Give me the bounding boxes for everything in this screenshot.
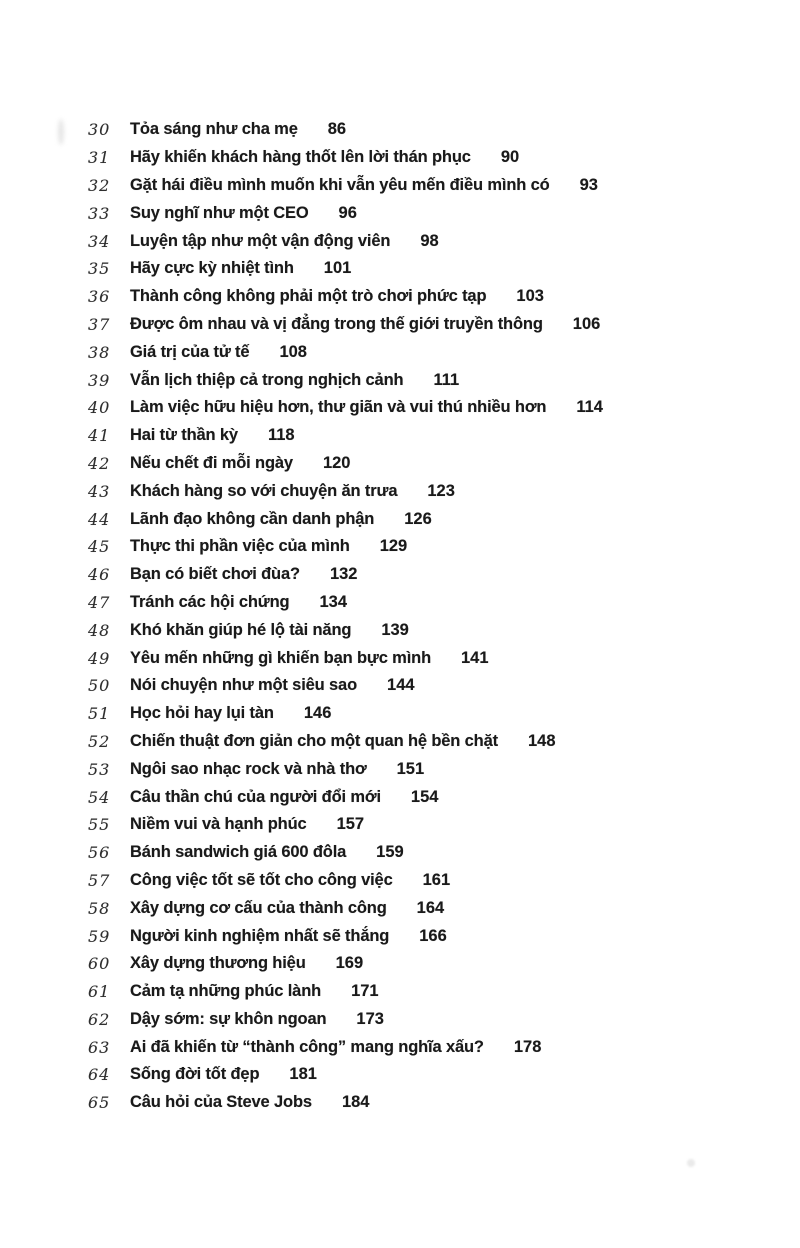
page-number: 111 <box>433 370 460 389</box>
page-number: 154 <box>410 787 439 806</box>
chapter-title: Học hỏi hay lụi tàn <box>130 704 274 723</box>
toc-entry <box>88 672 780 700</box>
toc-entry <box>88 450 780 478</box>
chapter-number: 40 <box>88 398 111 418</box>
page-number: 103 <box>516 287 544 306</box>
page-number: 132 <box>329 565 358 584</box>
page-number: 123 <box>427 481 455 500</box>
toc-entry <box>88 1033 780 1061</box>
chapter-title: Câu thần chú của người đổi mới <box>130 787 381 806</box>
toc-entry <box>88 227 780 255</box>
chapter-number: 58 <box>88 898 111 918</box>
page-number: 146 <box>303 704 332 723</box>
page-number: 164 <box>416 898 445 917</box>
chapter-title: Tỏa sáng như cha mẹ <box>130 120 298 139</box>
chapter-title: Người kinh nghiệm nhất sẽ thắng <box>130 926 390 945</box>
chapter-number: 60 <box>88 954 111 974</box>
chapter-title: Khách hàng so với chuyện ăn trưa <box>130 481 398 500</box>
page-number: 169 <box>335 954 364 973</box>
toc-entry <box>88 922 780 950</box>
page-number: 129 <box>379 537 408 556</box>
toc-entry <box>88 338 780 366</box>
page-number: 171 <box>351 982 379 1001</box>
chapter-title: Hãy khiến khách hàng thốt lên lời thán phục <box>130 148 471 167</box>
chapter-number: 44 <box>88 509 111 529</box>
chapter-number: 50 <box>88 676 111 696</box>
page-number: 144 <box>387 676 415 695</box>
chapter-title: Yêu mến những gì khiến bạn bực mình <box>130 648 431 667</box>
chapter-number: 63 <box>88 1037 111 1057</box>
chapter-title: Ai đã khiến từ “thành công” mang nghĩa xấu? <box>130 1037 484 1056</box>
chapter-title: Giá trị của tử tế <box>130 342 250 361</box>
page-number: 126 <box>404 509 432 528</box>
toc-entry <box>88 1006 780 1034</box>
toc-entry <box>88 783 780 811</box>
chapter-number: 64 <box>88 1065 111 1085</box>
toc-entry <box>88 394 780 422</box>
chapter-number: 48 <box>88 620 111 640</box>
chapter-title: Làm việc hữu hiệu hơn, thư giãn và vui thú nhiều hơn <box>130 398 547 417</box>
toc-entry <box>88 477 780 505</box>
chapter-title: Niềm vui và hạnh phúc <box>130 815 307 834</box>
page-number: 141 <box>461 648 489 667</box>
chapter-number: 34 <box>88 231 111 251</box>
page-number: 90 <box>500 148 520 167</box>
chapter-title: Hãy cực kỳ nhiệt tình <box>130 259 294 278</box>
chapter-number: 30 <box>88 120 111 140</box>
chapter-title: Hai từ thần kỳ <box>130 426 238 445</box>
page-number: 159 <box>376 843 404 862</box>
chapter-number: 32 <box>88 175 111 195</box>
toc-entry <box>88 311 780 339</box>
toc-entry <box>88 589 780 617</box>
chapter-title: Xây dựng thương hiệu <box>130 954 306 973</box>
page-number: 118 <box>267 426 295 445</box>
page-number: 86 <box>327 120 347 139</box>
toc-entry <box>88 283 780 311</box>
chapter-number: 55 <box>88 815 111 835</box>
toc-entry <box>88 1089 780 1117</box>
chapter-title: Nói chuyện như một siêu sao <box>130 676 358 695</box>
toc-entry <box>88 755 780 783</box>
toc-entry <box>88 199 780 227</box>
toc-entry <box>88 700 780 728</box>
chapter-title: Được ôm nhau và vị đẳng trong thế giới truyền thông <box>130 314 543 333</box>
chapter-title: Gặt hái điều mình muốn khi vẫn yêu mến điều mình có <box>130 175 550 194</box>
page-number: 108 <box>279 342 307 361</box>
toc-entry <box>88 366 780 394</box>
toc-entry <box>88 728 780 756</box>
toc-list <box>88 116 780 1117</box>
chapter-number: 33 <box>88 203 111 223</box>
chapter-title: Thành công không phải một trò chơi phức tạp <box>130 287 487 306</box>
page-number: 157 <box>336 815 365 834</box>
chapter-title: Công việc tốt sẽ tốt cho công việc <box>130 870 393 889</box>
chapter-title: Chiến thuật đơn giản cho một quan hệ bền chặt <box>130 731 498 750</box>
toc-entry <box>88 811 780 839</box>
chapter-number: 57 <box>88 870 111 890</box>
chapter-number: 35 <box>88 259 111 279</box>
chapter-number: 56 <box>88 843 111 863</box>
page-number: 106 <box>572 314 601 333</box>
chapter-title: Tránh các hội chứng <box>130 592 290 611</box>
chapter-number: 36 <box>88 287 111 307</box>
chapter-title: Sống đời tốt đẹp <box>130 1065 260 1084</box>
toc-entry <box>88 839 780 867</box>
chapter-number: 47 <box>88 592 111 612</box>
chapter-number: 49 <box>88 648 111 668</box>
chapter-title: Vẫn lịch thiệp cả trong nghịch cảnh <box>130 370 404 389</box>
chapter-number: 51 <box>88 704 111 724</box>
page-number: 151 <box>396 759 425 778</box>
chapter-title: Luyện tập như một vận động viên <box>130 231 391 250</box>
toc-entry <box>88 533 780 561</box>
page-number: 101 <box>323 259 352 278</box>
chapter-number: 65 <box>88 1093 111 1113</box>
page-number: 161 <box>422 870 451 889</box>
page-number: 120 <box>322 453 351 472</box>
chapter-number: 31 <box>88 148 111 168</box>
chapter-title: Thực thi phần việc của mình <box>130 537 350 556</box>
chapter-number: 46 <box>88 565 111 585</box>
chapter-title: Cảm tạ những phúc lành <box>130 982 322 1001</box>
page-number: 139 <box>381 620 409 639</box>
toc-entry <box>88 144 780 172</box>
page-number: 134 <box>319 592 347 611</box>
toc-entry <box>88 172 780 200</box>
toc-entry <box>88 116 780 144</box>
chapter-number: 45 <box>88 537 111 557</box>
chapter-number: 42 <box>88 453 111 473</box>
toc-entry <box>88 867 780 895</box>
chapter-number: 54 <box>88 787 111 807</box>
scan-speck <box>687 1159 695 1167</box>
chapter-number: 41 <box>88 426 111 446</box>
chapter-number: 52 <box>88 731 111 751</box>
chapter-title: Suy nghĩ như một CEO <box>130 203 309 222</box>
page-number: 96 <box>338 203 357 222</box>
page-number: 93 <box>579 175 598 194</box>
chapter-number: 59 <box>88 926 111 946</box>
scan-smudge <box>58 119 64 145</box>
toc-entry <box>88 561 780 589</box>
page-number: 166 <box>419 926 447 945</box>
chapter-number: 39 <box>88 370 111 390</box>
page-number: 178 <box>513 1037 542 1056</box>
page-number: 184 <box>341 1093 370 1112</box>
chapter-number: 38 <box>88 342 111 362</box>
page-number: 148 <box>527 731 556 750</box>
page-number: 181 <box>289 1065 317 1084</box>
toc-entry <box>88 505 780 533</box>
toc-entry <box>88 1061 780 1089</box>
toc-entry <box>88 894 780 922</box>
chapter-title: Dậy sớm: sự khôn ngoan <box>130 1009 327 1028</box>
toc-entry <box>88 255 780 283</box>
chapter-number: 53 <box>88 759 111 779</box>
chapter-title: Khó khăn giúp hé lộ tài năng <box>130 620 352 639</box>
toc-entry <box>88 950 780 978</box>
chapter-title: Bạn có biết chơi đùa? <box>130 565 300 584</box>
toc-entry <box>88 616 780 644</box>
page-number: 98 <box>420 231 439 250</box>
page-number: 173 <box>356 1009 384 1028</box>
toc-entry <box>88 422 780 450</box>
page-number: 114 <box>576 398 603 417</box>
chapter-number: 62 <box>88 1009 111 1029</box>
chapter-title: Câu hỏi của Steve Jobs <box>130 1093 312 1112</box>
chapter-title: Bánh sandwich giá 600 đôla <box>130 843 347 862</box>
chapter-title: Lãnh đạo không cần danh phận <box>130 509 375 528</box>
chapter-title: Xây dựng cơ cấu của thành công <box>130 898 387 917</box>
chapter-number: 43 <box>88 481 111 501</box>
toc-entry <box>88 978 780 1006</box>
chapter-number: 61 <box>88 982 111 1002</box>
chapter-title: Nếu chết đi mỗi ngày <box>130 453 293 472</box>
chapter-title: Ngôi sao nhạc rock và nhà thơ <box>130 759 367 778</box>
chapter-number: 37 <box>88 314 111 334</box>
toc-entry <box>88 644 780 672</box>
